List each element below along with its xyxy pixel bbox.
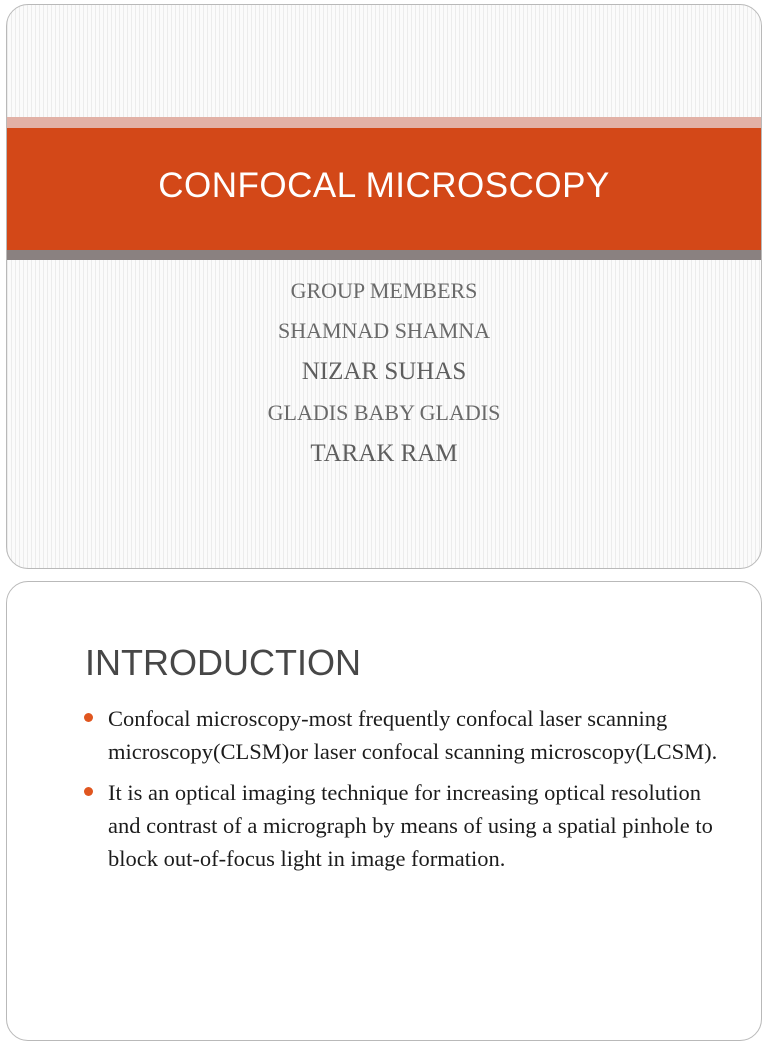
title-band bbox=[7, 128, 761, 250]
subtitle-line-member: TARAK RAM bbox=[310, 440, 458, 467]
subtitle-line-group-members: GROUP MEMBERS bbox=[290, 278, 478, 303]
subtitle-block bbox=[7, 271, 761, 475]
bullet-text: It is an optical imaging technique for increasing optical resolution and contrast of a micrograph by means of using a spatial pinhole to block out-of-focus light in image formation. bbox=[108, 780, 713, 871]
subtitle-line-member: SHAMNAD SHAMNA bbox=[277, 318, 491, 343]
title-band-top-stripe bbox=[7, 117, 761, 128]
title-slide bbox=[6, 4, 762, 569]
bullet-icon bbox=[84, 713, 93, 722]
bullet-text: Confocal microscopy-most frequently confocal laser scanning microscopy(CLSM)or laser confocal scanning microscopy(LCSM). bbox=[108, 706, 718, 764]
title-band-bottom-stripe bbox=[7, 250, 761, 260]
list-item bbox=[82, 776, 732, 875]
subtitle-line-member: NIZAR SUHAS bbox=[301, 358, 467, 385]
slide-heading: INTRODUCTION bbox=[85, 642, 361, 683]
bullet-list bbox=[82, 702, 732, 883]
slide-title: CONFOCAL MICROSCOPY bbox=[158, 166, 610, 205]
introduction-slide bbox=[6, 581, 762, 1041]
list-item bbox=[82, 702, 732, 768]
subtitle-line-member: GLADIS BABY GLADIS bbox=[267, 400, 501, 425]
bullet-icon bbox=[84, 787, 93, 796]
